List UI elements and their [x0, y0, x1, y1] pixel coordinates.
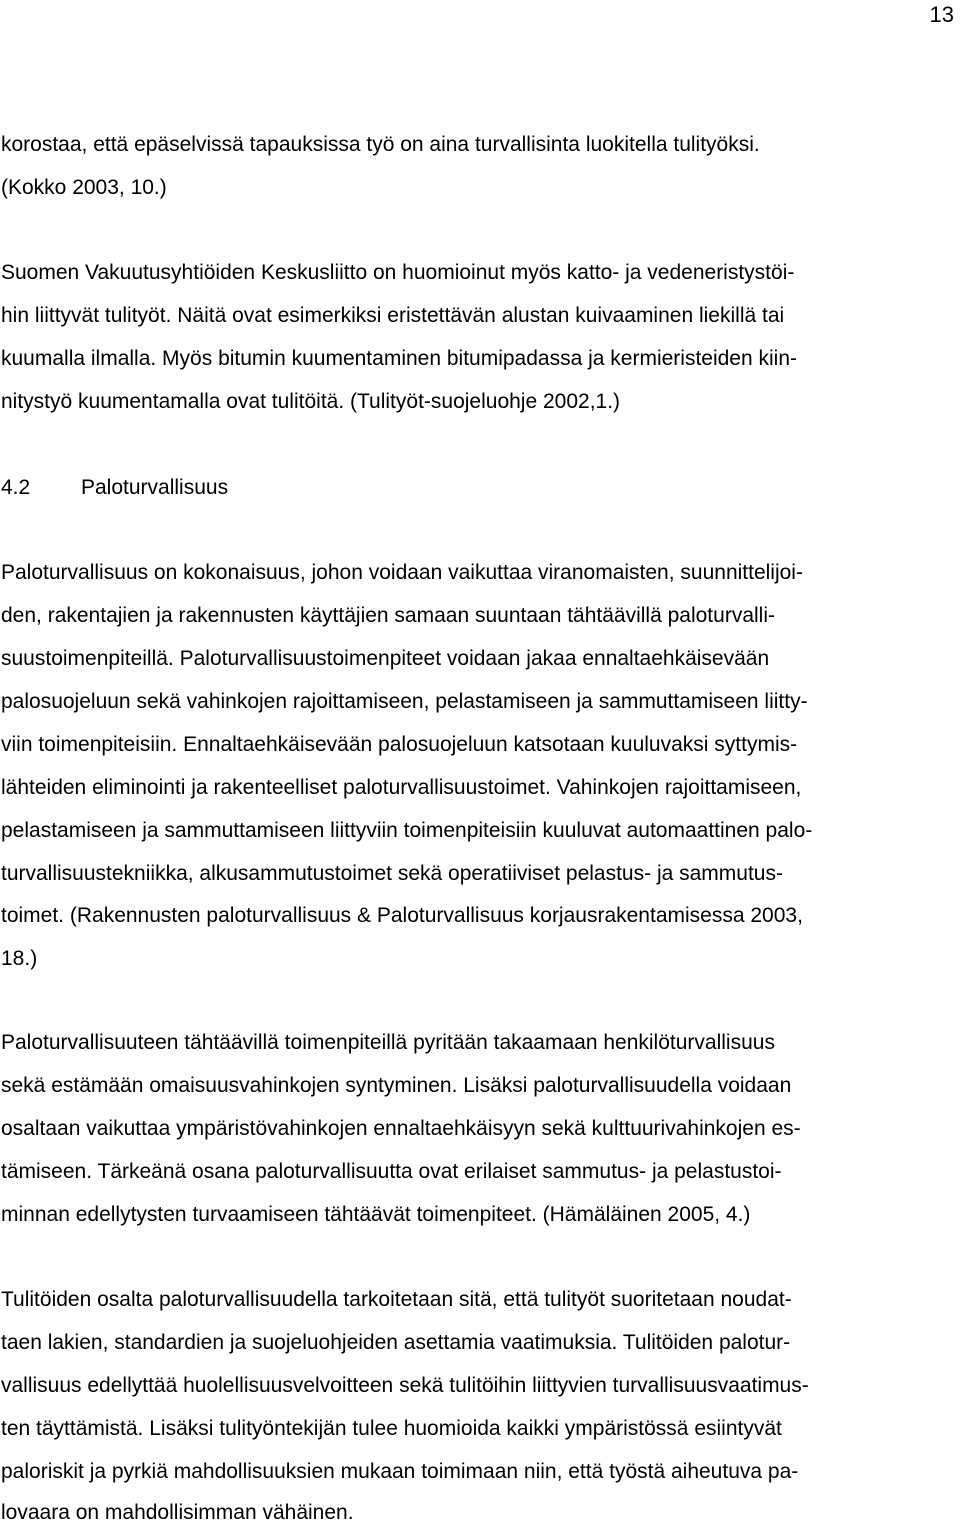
text-line: Paloturvallisuus on kokonaisuus, johon voidaan vaikuttaa viranomaisten, suunnittelijoi- [1, 561, 803, 584]
text-line: taen lakien, standardien ja suojeluohjeiden asettamia vaatimuksia. Tulitöiden palotur- [1, 1331, 791, 1354]
text-line: vallisuus edellyttää huolellisuusvelvoitteen sekä tulitöihin liittyvien turvallisuusvaatimus- [1, 1374, 809, 1397]
text-line: suustoimenpiteillä. Paloturvallisuustoimenpiteet voidaan jakaa ennaltaehkäisevään [1, 647, 770, 670]
text-line: paloriskit ja pyrkiä mahdollisuuksien mukaan toimimaan niin, että työstä aiheutuva pa- [1, 1460, 799, 1483]
text-line: korostaa, että epäselvissä tapauksissa työ on aina turvallisinta luokitella tulityöksi. [1, 133, 760, 156]
section-heading [1, 475, 228, 501]
text-line: tämiseen. Tärkeänä osana paloturvallisuutta ovat erilaiset sammutus- ja pelastustoi- [1, 1160, 782, 1183]
page-number: 13 [929, 2, 954, 27]
text-line: Paloturvallisuuteen tähtäävillä toimenpiteillä pyritään takaamaan henkilöturvallisuus [1, 1031, 775, 1054]
section-number: 4.2 [1, 476, 31, 499]
text-line: minnan edellytysten turvaamiseen tähtäävät toimenpiteet. (Hämäläinen 2005, 4.) [1, 1203, 751, 1226]
text-line: 18.) [1, 947, 38, 970]
text-line: lähteiden eliminointi ja rakenteelliset paloturvallisuustoimet. Vahinkojen rajoittamiseen, [1, 776, 802, 799]
text-line: viin toimenpiteisiin. Ennaltaehkäisevään palosuojeluun katsotaan kuuluvaksi syttymis- [1, 733, 798, 756]
text-line: turvallisuustekniikka, alkusammutustoimet sekä operatiiviset pelastus- ja sammutus- [1, 862, 783, 885]
text-line: nitystyö kuumentamalla ovat tulitöitä. (Tulityöt-suojeluohje 2002,1.) [1, 390, 621, 413]
text-line: Tulitöiden osalta paloturvallisuudella tarkoitetaan sitä, että tulityöt suoritetaan noudat- [1, 1288, 792, 1311]
text-line: ten täyttämistä. Lisäksi tulityöntekijän tulee huomioida kaikki ympäristössä esiintyvät [1, 1417, 782, 1440]
text-line: sekä estämään omaisuusvahinkojen syntyminen. Lisäksi paloturvallisuudella voidaan [1, 1074, 792, 1097]
text-line: lovaara on mahdollisimman vähäinen. [1, 1501, 354, 1524]
text-line: kuumalla ilmalla. Myös bitumin kuumentaminen bitumipadassa ja kermieristeiden kiin- [1, 347, 798, 370]
text-line: pelastamiseen ja sammuttamiseen liittyviin toimenpiteisiin kuuluvat automaattinen palo- [1, 819, 813, 842]
text-line: Suomen Vakuutusyhtiöiden Keskusliitto on huomioinut myös katto- ja vedeneristystöi- [1, 261, 795, 284]
text-line: hin liittyvät tulityöt. Näitä ovat esimerkiksi eristettävän alustan kuivaaminen liekillä tai [1, 304, 785, 327]
text-line: osaltaan vaikuttaa ympäristövahinkojen ennaltaehkäisyyn sekä kulttuurivahinkojen es- [1, 1117, 801, 1140]
text-line: toimet. (Rakennusten paloturvallisuus & Paloturvallisuus korjausrakentamisessa 2003, [1, 904, 803, 927]
text-line: (Kokko 2003, 10.) [1, 176, 167, 199]
text-line: den, rakentajien ja rakennusten käyttäjien samaan suuntaan tähtäävillä paloturvalli- [1, 604, 775, 627]
text-line: palosuojeluun sekä vahinkojen rajoittamiseen, pelastamiseen ja sammuttamiseen liitty- [1, 690, 808, 713]
section-title: Paloturvallisuus [81, 476, 229, 499]
